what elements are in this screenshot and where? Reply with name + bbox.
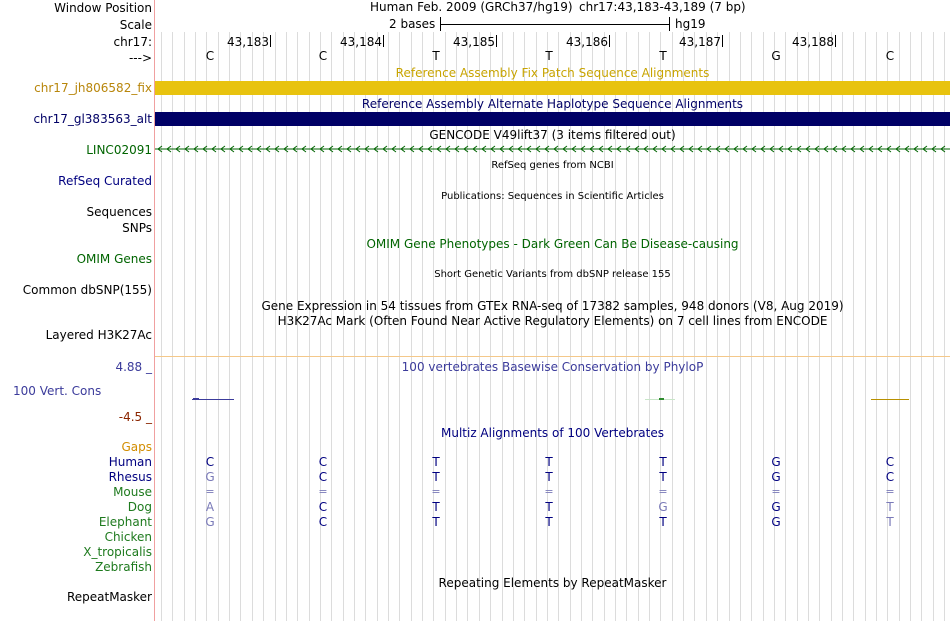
species-label-chicken[interactable]: Chicken	[104, 530, 152, 544]
aligned-base: G	[771, 455, 781, 469]
aligned-base: T	[659, 455, 667, 469]
aligned-base: T	[432, 515, 440, 529]
omim-title: OMIM Gene Phenotypes - Dark Green Can Be Disease-causing	[366, 237, 739, 251]
dbsnp-title: Short Genetic Variants from dbSNP release 155	[434, 269, 671, 280]
species-label-human[interactable]: Human	[108, 455, 152, 469]
alt-haplotype-label[interactable]: chr17_gl383563_alt	[33, 112, 152, 126]
assembly-title: Human Feb. 2009 (GRCh37/hg19)	[370, 0, 573, 14]
species-label-zebrafish[interactable]: Zebrafish	[95, 560, 152, 574]
scale-label: Scale	[119, 18, 152, 32]
scale-db: hg19	[675, 17, 706, 31]
aligned-base: C	[318, 500, 328, 514]
aligned-base: G	[205, 515, 215, 529]
aligned-base: G	[771, 515, 781, 529]
aligned-base: T	[659, 515, 667, 529]
fix-patch-title: Reference Assembly Fix Patch Sequence Alignments	[395, 66, 710, 80]
aligned-base: =	[431, 485, 441, 498]
gencode-gene-track[interactable]	[155, 142, 950, 156]
repeatmasker-title: Repeating Elements by RepeatMasker	[438, 576, 667, 590]
ruler-tick	[270, 35, 271, 47]
species-label-rhesus[interactable]: Rhesus	[108, 470, 152, 484]
phylop-title: 100 vertebrates Basewise Conservation by PhyloP	[401, 360, 704, 374]
reference-base: T	[432, 49, 440, 63]
aligned-base: G	[205, 470, 215, 484]
ruler-position: 43,187	[679, 35, 721, 49]
aligned-base: C	[205, 455, 215, 469]
gencode-gene-label[interactable]: LINC02091	[86, 143, 152, 157]
ruler-tick	[609, 35, 610, 47]
omim-label[interactable]: OMIM Genes	[76, 252, 152, 266]
gaps-label[interactable]: Gaps	[121, 440, 152, 454]
h3k27ac-label[interactable]: Layered H3K27Ac	[45, 328, 152, 342]
aligned-base: G	[771, 470, 781, 484]
window-position-label: Window Position	[54, 1, 152, 15]
aligned-base: G	[771, 500, 781, 514]
aligned-base: T	[432, 455, 440, 469]
ruler-tick	[383, 35, 384, 47]
scale-bar	[440, 24, 669, 25]
aligned-base: T	[545, 500, 553, 514]
aligned-base: T	[545, 515, 553, 529]
aligned-base: A	[205, 500, 215, 514]
aligned-base: T	[886, 500, 894, 514]
aligned-base: =	[544, 485, 554, 498]
species-label-mouse[interactable]: Mouse	[113, 485, 152, 499]
aligned-base: T	[432, 500, 440, 514]
dbsnp-label[interactable]: Common dbSNP(155)	[22, 283, 152, 297]
ruler-position: 43,184	[340, 35, 382, 49]
chrom-label: chr17:	[113, 35, 152, 49]
ruler-position: 43,185	[453, 35, 495, 49]
ruler-tick	[835, 35, 836, 47]
publications-title: Publications: Sequences in Scientific Articles	[441, 191, 664, 202]
ruler-position: 43,186	[566, 35, 608, 49]
reference-base: G	[771, 49, 781, 63]
ruler-tick	[722, 35, 723, 47]
aligned-base: =	[885, 485, 895, 498]
ruler-position: 43,183	[227, 35, 269, 49]
species-label-x_tropicalis[interactable]: X_tropicalis	[83, 545, 152, 559]
repeatmasker-label[interactable]: RepeatMasker	[66, 590, 152, 604]
aligned-base: T	[545, 455, 553, 469]
fix-patch-label[interactable]: chr17_jh806582_fix	[34, 81, 152, 95]
ruler-tick	[496, 35, 497, 47]
aligned-base: C	[318, 470, 328, 484]
publications-label[interactable]: Sequences	[86, 205, 152, 219]
scale-text: 2 bases	[389, 17, 436, 31]
snps-label[interactable]: SNPs	[122, 221, 152, 235]
aligned-base: C	[318, 455, 328, 469]
h3k27ac-baseline	[155, 356, 950, 357]
strand-label: --->	[128, 51, 152, 65]
alt-haplotype-title: Reference Assembly Alternate Haplotype Sequence Alignments	[361, 97, 744, 111]
species-label-elephant[interactable]: Elephant	[98, 515, 152, 529]
multiz-title: Multiz Alignments of 100 Vertebrates	[440, 426, 665, 440]
window-position: chr17:43,183-43,189 (7 bp)	[579, 0, 746, 14]
phylop-min: -4.5 _	[118, 410, 152, 424]
species-label-dog[interactable]: Dog	[127, 500, 152, 514]
reference-base: C	[205, 49, 215, 63]
reference-base: T	[545, 49, 553, 63]
h3k27ac-title: H3K27Ac Mark (Often Found Near Active Regulatory Elements) on 7 cell lines from ENCODE	[277, 314, 828, 328]
reference-base: T	[659, 49, 667, 63]
fix-patch-bar[interactable]	[155, 81, 950, 95]
aligned-base: T	[432, 470, 440, 484]
aligned-base: C	[318, 515, 328, 529]
reference-base: C	[885, 49, 895, 63]
gencode-title: GENCODE V49lift37 (3 items filtered out)	[429, 128, 676, 142]
ruler-position: 43,188	[792, 35, 834, 49]
aligned-base: =	[771, 485, 781, 498]
aligned-base: C	[885, 470, 895, 484]
aligned-base: =	[205, 485, 215, 498]
phylop-max: 4.88 _	[115, 360, 152, 374]
aligned-base: T	[886, 515, 894, 529]
gtex-title: Gene Expression in 54 tissues from GTEx RNA-seq of 17382 samples, 948 donors (V8, Aug 2019)	[261, 299, 844, 313]
refseq-label[interactable]: RefSeq Curated	[58, 174, 152, 188]
aligned-base: G	[658, 500, 668, 514]
refseq-title: RefSeq genes from NCBI	[491, 160, 614, 171]
aligned-base: T	[659, 470, 667, 484]
phylop-label[interactable]: 100 Vert. Cons	[13, 384, 102, 398]
aligned-base: =	[318, 485, 328, 498]
aligned-base: T	[545, 470, 553, 484]
alt-haplotype-bar[interactable]	[155, 112, 950, 126]
reference-base: C	[318, 49, 328, 63]
aligned-base: =	[658, 485, 668, 498]
aligned-base: C	[885, 455, 895, 469]
